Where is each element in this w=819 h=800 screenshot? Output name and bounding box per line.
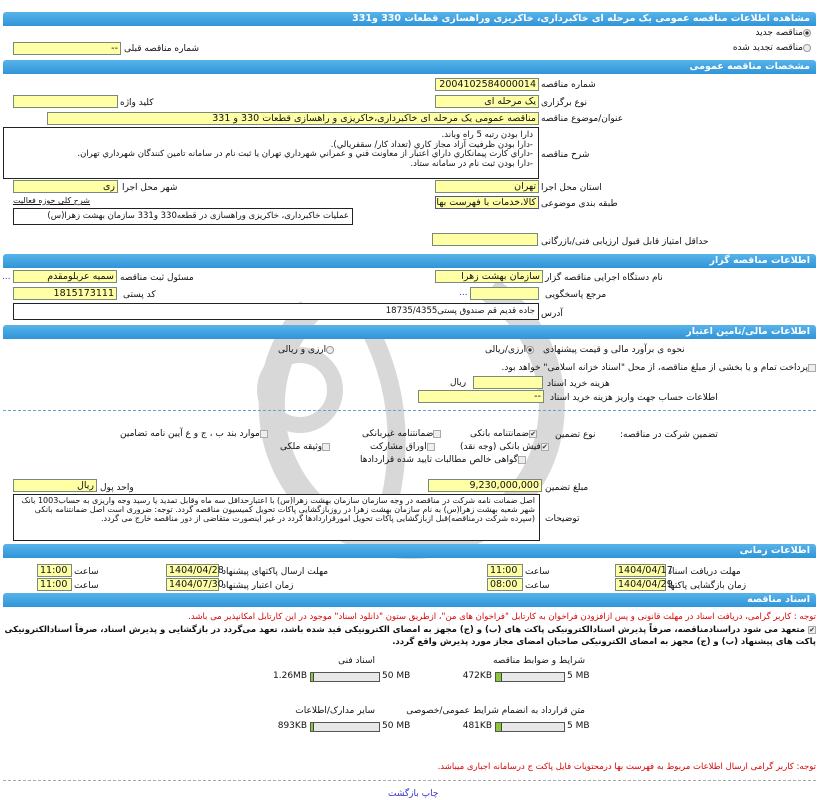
- section-general: مشخصات مناقصه عمومی: [3, 60, 816, 74]
- account-label: اطلاعات حساب جهت واریز هزینه خرید اسناد: [550, 393, 718, 403]
- notes-box: اصل ضمانت نامه شرکت در مناقصه در وجه سازمان سازمان بهشت زهرا(س) با اعتبارحداقل سه ماه وقابل تمدید یا رسید وجه واریزی به حساب1003 بانک شهر شعبه بهشت زهرا(س) به نام سازمان بهشت زهرا در روزبازگشایی پاکات تحویل کمیسیون مناقصه گردد. توجه: ضروری است اصل ضمانتنامه بانکی (سپرده شرکت درمناقصه)قبل ازبازگشایی پاکات تحویل امورقراردادها گردد در غیر اینصورت متقاضی از دور مناقصه خارج می گردد.: [13, 494, 540, 541]
- registrar-label: مسئول ثبت مناقصه: [120, 273, 194, 283]
- time-label: ساعت: [525, 581, 550, 591]
- file-max-size: 50 MB: [382, 721, 411, 731]
- province-field[interactable]: تهران: [435, 180, 539, 193]
- category-field[interactable]: کالا،خدمات با فهرست بها: [435, 196, 539, 209]
- actions: [388, 789, 438, 799]
- doc-cost-field[interactable]: [473, 376, 543, 389]
- checkbox-bonds[interactable]: [370, 442, 435, 452]
- prev-number-label: شماره مناقصه قبلی: [124, 44, 199, 54]
- file-size: 481KB: [462, 721, 492, 731]
- print-link[interactable]: چاپ: [421, 789, 439, 799]
- description-box: [3, 127, 539, 179]
- checkbox-label: وثیقه ملکی: [280, 442, 323, 452]
- radio-icon[interactable]: [326, 346, 334, 354]
- file-progress-bar: [310, 672, 380, 682]
- city-field[interactable]: ری: [13, 180, 118, 193]
- file-label: سایر مدارک/اطلاعات: [295, 706, 375, 716]
- description-label: شرح مناقصه: [541, 150, 590, 160]
- doc-deadline-label: مهلت دریافت اسناد: [668, 567, 741, 577]
- org-field[interactable]: سازمان بهشت زهرا: [435, 270, 543, 283]
- subject-field[interactable]: مناقصه عمومی یک مرحله ای خاکبرداری،خاکریزی و راهسازی قطعات 330 و 331: [47, 112, 539, 125]
- submit-time[interactable]: 11:00: [37, 564, 72, 577]
- min-score-label: حداقل امتیاز قابل قبول ارزیابی فنی/بازرگانی: [541, 237, 709, 247]
- description-line: -دارا بودن ظرفيت آزاد مجاز كاري (تعداد كار/ سقفريالي).: [330, 139, 533, 150]
- file-max-size: 5 MB: [567, 671, 590, 681]
- file-progress-bar: [495, 722, 565, 732]
- submit-label: مهلت ارسال پاکتهای پیشنهاد: [222, 567, 329, 577]
- prev-number-field[interactable]: --: [13, 42, 121, 55]
- validity-time[interactable]: 11:00: [37, 578, 72, 591]
- documents-notice: توجه : کاربر گرامی، دریافت اسناد در مهلت قانونی و پس ازافزودن فراخوان به کارتابل "فراخوان های من"، ازطریق ستون "دانلود اسناد" موجود در این کارتابل امکانپذیر می باشد.: [188, 612, 816, 622]
- open-field[interactable]: 1404/04/29: [615, 578, 666, 591]
- currency-field[interactable]: ریال: [13, 479, 97, 492]
- activity-label: شرح کلی حوزه فعالیت: [13, 196, 90, 205]
- file-size: 1.26MB: [273, 671, 307, 681]
- file-size: 472KB: [462, 671, 492, 681]
- tender-number-field[interactable]: 2004102584000014: [435, 78, 539, 91]
- postal-label: کد پستی: [123, 290, 156, 300]
- checkbox-icon[interactable]: ✔: [541, 442, 548, 451]
- section-documents: اسناد مناقصه: [3, 593, 816, 607]
- radio-new-tender[interactable]: [755, 28, 811, 38]
- submit-field[interactable]: 1404/04/28: [166, 564, 219, 577]
- registrar-more-link[interactable]: ...: [2, 272, 11, 282]
- radio-both[interactable]: [278, 345, 334, 355]
- description-line: -داراي كارت پيمانكاري داراي اعتبار از معاونت فني و عمراني شهرداري تهران يا ثبت نام در سامانه تامين كنندگان شهرداري تهران.: [77, 149, 533, 159]
- ref-label: مرجع پاسخگویی: [545, 290, 607, 300]
- validity-field[interactable]: 1404/07/30: [166, 578, 219, 591]
- doc-cost-unit: ریال: [450, 378, 467, 388]
- treasury-checkbox[interactable]: [501, 363, 816, 373]
- guarantee-label: تضمین شرکت در مناقصه:: [620, 430, 718, 440]
- keyword-label: کلید واژه: [120, 98, 154, 108]
- file-max-size: 5 MB: [567, 721, 590, 731]
- checkbox-nonbank-guarantee[interactable]: [362, 429, 441, 439]
- radio-rial[interactable]: [485, 345, 534, 355]
- checkbox-icon[interactable]: [427, 443, 435, 451]
- section-timing: اطلاعات زمانی: [3, 544, 816, 558]
- doc-deadline-time[interactable]: 11:00: [487, 564, 523, 577]
- account-field[interactable]: --: [418, 390, 544, 403]
- registrar-field[interactable]: سمیه عربلومقدم: [13, 270, 117, 283]
- checkbox-label: موارد بند ب ، ج و ع آیین نامه تضامین: [120, 429, 260, 439]
- divider: [3, 410, 816, 411]
- checkbox-label: پرداخت تمام و یا بخشی از مبلغ مناقصه، از محل "اسناد خزانه اسلامی" خواهد بود.: [501, 363, 808, 373]
- radio-label: مناقصه جدید: [755, 28, 803, 38]
- file-progress-fill: [496, 723, 502, 731]
- checkbox-icon[interactable]: [518, 456, 526, 464]
- file-progress-bar: [310, 722, 380, 732]
- min-score-field[interactable]: [432, 233, 538, 246]
- province-label: استان محل اجرا: [541, 183, 602, 193]
- radio-renewed-tender[interactable]: [733, 43, 811, 53]
- doc-deadline-field[interactable]: 1404/04/17: [615, 564, 666, 577]
- file-size: 893KB: [277, 721, 307, 731]
- validity-label: زمان اعتبار پیشنهاد: [222, 581, 294, 591]
- time-label: ساعت: [74, 567, 99, 577]
- currency-label: واحد پول: [100, 483, 134, 493]
- checkbox-property[interactable]: [280, 442, 330, 452]
- checkbox-label: فیش بانکی (وجه نقد): [460, 442, 541, 452]
- estimate-label: نحوه ی برآورد مالی و قیمت پیشنهادی: [543, 345, 685, 355]
- org-label: نام دستگاه اجرایی مناقصه گزار: [545, 273, 663, 283]
- checkbox-bank-guarantee[interactable]: [470, 429, 537, 439]
- footer-notice: توجه: کاربر گرامی ارسال اطلاعات مربوط به فهرست بها درمحتویات فایل پاکت ج درسامانه اجباری میباشد.: [437, 762, 816, 772]
- type-field[interactable]: یک مرحله ای: [435, 95, 539, 108]
- radio-label: مناقصه تجدید شده: [732, 43, 803, 53]
- checkbox-icon[interactable]: [260, 430, 268, 438]
- radio-label: ارزی/ریالی: [485, 345, 527, 355]
- checkbox-icon[interactable]: [433, 430, 441, 438]
- file-label: اسناد فنی: [338, 656, 375, 666]
- file-progress-bar: [495, 672, 565, 682]
- keyword-field[interactable]: [13, 95, 118, 108]
- checkbox-label: ضمانتنامه بانکی: [470, 429, 529, 439]
- category-label: طبقه بندی موضوعی: [541, 199, 618, 209]
- guarantee-type-label: نوع تضمین: [555, 430, 596, 440]
- description-line: دارا بودن رتبه 5 راه وباند.: [441, 130, 533, 140]
- divider: [3, 780, 816, 781]
- checkbox-claims[interactable]: [360, 455, 526, 465]
- file-progress-fill: [311, 673, 314, 681]
- notes-label: توضیحات: [545, 514, 580, 524]
- section-organizer: اطلاعات مناقصه گزار: [3, 254, 816, 268]
- postal-field[interactable]: 1815173111: [13, 287, 117, 300]
- file-label: شرایط و ضوابط مناقصه: [492, 656, 585, 666]
- checkbox-icon[interactable]: ✔: [809, 625, 815, 634]
- commit-checkbox[interactable]: [3, 624, 816, 648]
- activity-box: عملیات خاکبرداری، خاکریزی وراهسازی در قطعه330 و331 سازمان بهشت زهرا(س): [13, 208, 353, 225]
- amount-label: مبلغ تضمین: [545, 483, 589, 493]
- city-label: شهر محل اجرا: [122, 183, 178, 193]
- radio-icon[interactable]: [803, 44, 811, 52]
- back-link[interactable]: بازگشت: [388, 789, 419, 799]
- checkbox-cash[interactable]: [460, 442, 549, 452]
- description-line: -دارا بودن ثبت نام در سامانه ستاد.: [410, 158, 533, 169]
- ref-more-link[interactable]: ...: [459, 288, 468, 298]
- time-label: ساعت: [74, 581, 99, 591]
- radio-label: ارزی و ریالی: [278, 345, 327, 355]
- file-progress-fill: [496, 673, 502, 681]
- address-box: جاده قدیم قم صندوق پستی18735/4355: [13, 303, 539, 320]
- subject-label: عنوان/موضوع مناقصه: [541, 114, 624, 124]
- tender-number-label: شماره مناقصه: [541, 80, 596, 90]
- file-progress-fill: [311, 723, 314, 731]
- open-label: زمان بازگشایی پاکتها: [668, 581, 747, 591]
- checkbox-label: گواهی خالص مطالبات تایید شده قراردادها: [360, 455, 518, 465]
- checkbox-label: اوراق مشارکت: [370, 442, 427, 452]
- doc-cost-label: هزینه خرید اسناد: [547, 379, 610, 389]
- type-label: نوع برگزاری: [541, 98, 587, 108]
- open-time[interactable]: 08:00: [487, 578, 523, 591]
- file-max-size: 50 MB: [382, 671, 411, 681]
- radio-icon[interactable]: [526, 346, 534, 354]
- checkbox-icon[interactable]: ✔: [530, 429, 536, 438]
- checkbox-label: متعهد می شود دراسنادمناقصه، صرفاً پذیرش اسنادالکترونیکی پاکت های (ب) و (ج) مجهز به امضای الکترونیکی قید شده باشد، تعهد می‌گردد در بازگشایی و پذیرش اسناد، صرفاً اسنادالکترونیکی پاکت های پیشنهاد (ب) و (ج) مجهز به امضای الکترونیکی صاحبان امضای مجاز مورد پذیرش واقع گردد.: [4, 625, 816, 647]
- checkbox-icon[interactable]: [322, 443, 330, 451]
- checkbox-clause[interactable]: [120, 429, 268, 439]
- file-label: متن قرارداد به انضمام شرایط عمومی/خصوصی: [406, 706, 585, 716]
- time-label: ساعت: [525, 567, 550, 577]
- section-finance: اطلاعات مالی/تامین اعتبار: [3, 325, 816, 339]
- address-label: آدرس: [541, 309, 563, 319]
- page-title: مشاهده اطلاعات مناقصه عمومی یک مرحله ای خاکبرداری، خاکریزی وراهسازی قطعات 330 و331: [3, 12, 816, 26]
- radio-icon[interactable]: [803, 29, 811, 37]
- checkbox-icon[interactable]: [808, 364, 816, 372]
- amount-field[interactable]: 9,230,000,000: [428, 479, 542, 492]
- checkbox-label: ضمانتنامه غیربانکی: [362, 429, 434, 439]
- ref-field[interactable]: [470, 287, 539, 300]
